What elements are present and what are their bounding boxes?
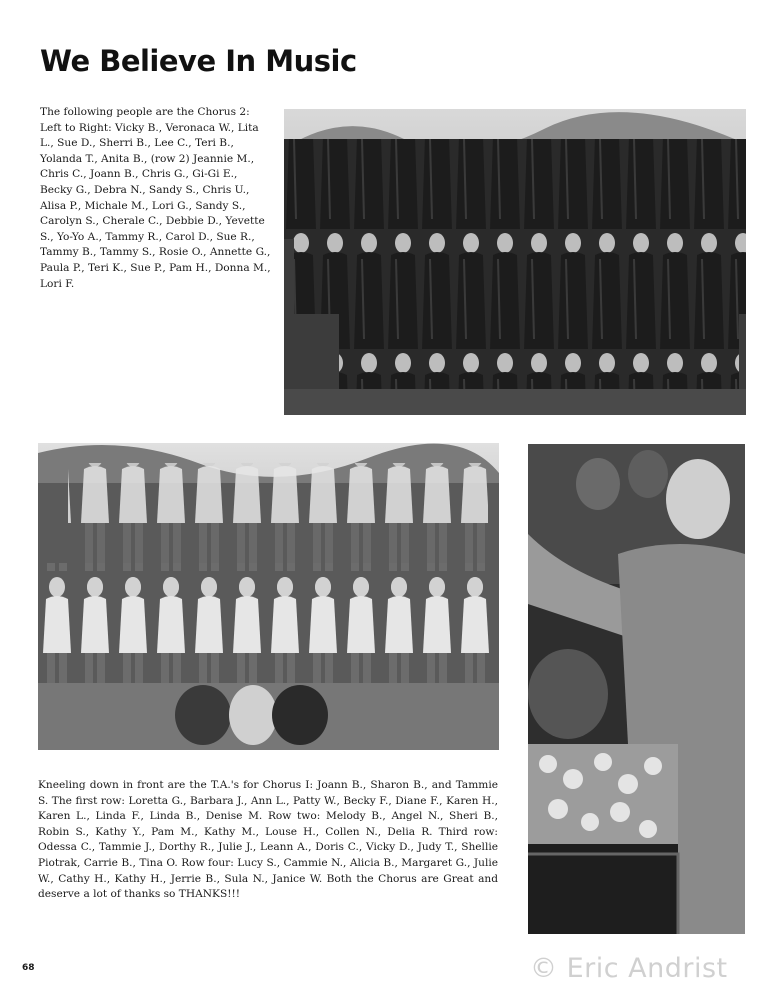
page-number: 68 bbox=[22, 963, 35, 973]
copyright-watermark: © Eric Andrist bbox=[530, 953, 728, 984]
chorus-2-photo bbox=[284, 109, 746, 415]
chorus-1-caption: Kneeling down in front are the T.A.'s for Chorus I: Joann B., Sharon B., and Tammie S. The first row: Loretta G., Barbara J., Ann L., Patty W., Becky F., Diane F., Karen H., Karen L., Linda F., Linda B., Denise M. Row two: Melody B., Angel N., Sheri B., Robin S., Kathy Y., Pam M., Kathy M., Louse H., Collen N., Delia R. Third row: Odessa C., Tammie J., Dorthy R., Julie J., Leann A., Doris C., Vicky D., Judy T., Shellie Piotrak, Carrie B., Tina O. Row four: Lucy S., Cammie N., Alicia B., Margaret G., Julie W., Cathy H., Kathy H., Jerrie B., Sula N., Janice W. Both the Chorus are Great and deserve a lot of thanks so THANKS!!! bbox=[38, 779, 498, 901]
page-title: We Believe In Music bbox=[40, 44, 357, 78]
chorus-2-caption: The following people are the Chorus 2: Left to Right: Vicky B., Veronaca W., Lita L., Sue D., Sherri B., Lee C., Teri B., Yolanda T., Anita B., (row 2) Jeannie M., Chris C., Joann B., Chris G., Gi-Gi E., Becky G., Debra N., Sandy S., Chris U., Alisa P., Michale M., Lori G., Sandy S., Carolyn S., Cherale C., Debbie D., Yevette S., Yo-Yo A., Tammy R., Carol D., Sue R., Tammy B., Tammy S., Rosie O., Annette G., Paula P., Teri K., Sue P., Pam H., Donna M., Lori F. bbox=[40, 106, 271, 290]
chorus-1-photo bbox=[38, 443, 499, 750]
director-photo bbox=[528, 444, 745, 934]
